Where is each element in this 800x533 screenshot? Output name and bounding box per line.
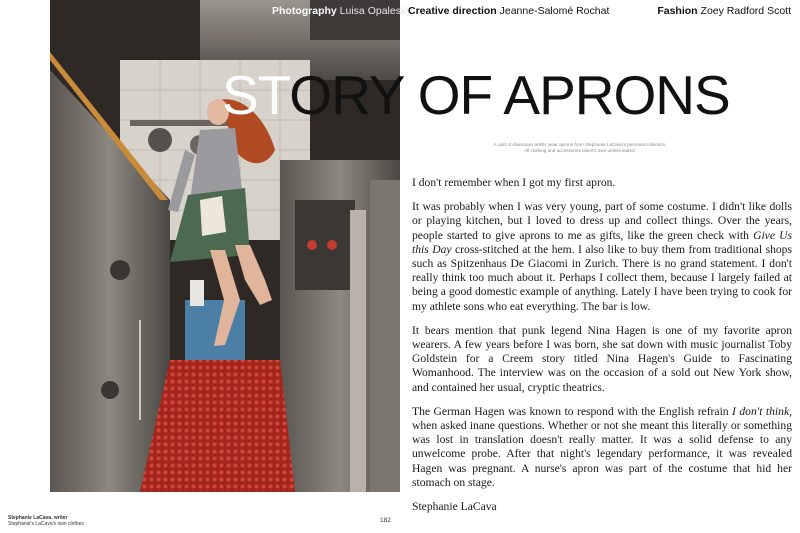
credit-name: Jeanne-Salomé Rochat — [499, 5, 610, 17]
credit-role: Creative direction — [408, 5, 497, 17]
photo-caption — [480, 142, 680, 154]
italic-run: Give Us this Day — [412, 228, 792, 256]
credit-creative-direction — [408, 5, 609, 17]
footer-writer: Stephanie LaCava, writer — [8, 515, 68, 521]
credits-bar — [0, 5, 800, 21]
credit-role: Fashion — [657, 5, 698, 17]
article-body — [412, 176, 792, 524]
italic-run: I don't think, — [732, 404, 792, 418]
text-run: It was probably when I was very young, part of some costume. I didn't like dolls or playing kitchen, but I loved to dress up and collect things. Over the years, people started to give aprons to me as gifts, like the green check with — [412, 200, 792, 242]
credit-fashion — [657, 5, 791, 17]
page-number: 182 — [380, 517, 391, 524]
paragraph-nina-hagen: It bears mention that punk legend Nina Hagen is one of my favorite apron wearers. A few years before I was born, she sat down with music journalist Toby Goldstein for a Creem story titled Nina Hagen's Guide to Fascinating Womanhood. The interview was on the occasion of a sold out New York show, and contained her usual, cryptic theatrics. — [412, 323, 792, 394]
photo-credit-footer — [8, 515, 84, 527]
paragraph-aprons — [412, 200, 792, 314]
paragraph-intro: I don't remember when I got my first apron. — [412, 176, 616, 189]
credit-role: Photography — [272, 5, 337, 17]
author-signature: Stephanie LaCava — [412, 500, 497, 514]
title-on-page: ORY OF APRONS — [289, 64, 730, 126]
paragraph-refrain — [412, 405, 792, 490]
footer-clothing: Stephanie's LaCava's own clothes — [8, 521, 84, 527]
title-over-photo: ST — [222, 64, 290, 126]
caption-line: All clothing and accessories talent's own unless stated. — [524, 148, 636, 153]
credit-name: Luisa Opalesky — [339, 5, 412, 17]
credit-name: Zoey Radford Scott — [700, 5, 791, 17]
text-run: when asked inane questions. Whether or not she meant this literally or something was lost in translation doesn't really matter. It was a solid defense to any unwelcome probe. After that night's legendary performance, it was revealed Hagen was pregnant. A nurse's apron was part of the costume that hid her stomach on stage. — [412, 419, 792, 489]
article-title — [222, 64, 782, 126]
credit-photography — [272, 5, 411, 17]
text-run: cross-stitched at the hem. I also like to buy them from traditional shops such as Spitzenhaus De Giacomi in Zurich. There is no grand statement. I don't really think too much about it. Perhaps I collect them, because I largely failed at being a good domestic example of anything. Lately I have been trying to cook for my athlete sons who eat everything. The bar is low. — [412, 242, 792, 313]
text-run: The German Hagen was known to respond with the English refrain — [412, 404, 733, 418]
caption-line: A cast of downtown artists wear aprons from Stephanie LaCava's personal collection. — [493, 142, 667, 147]
